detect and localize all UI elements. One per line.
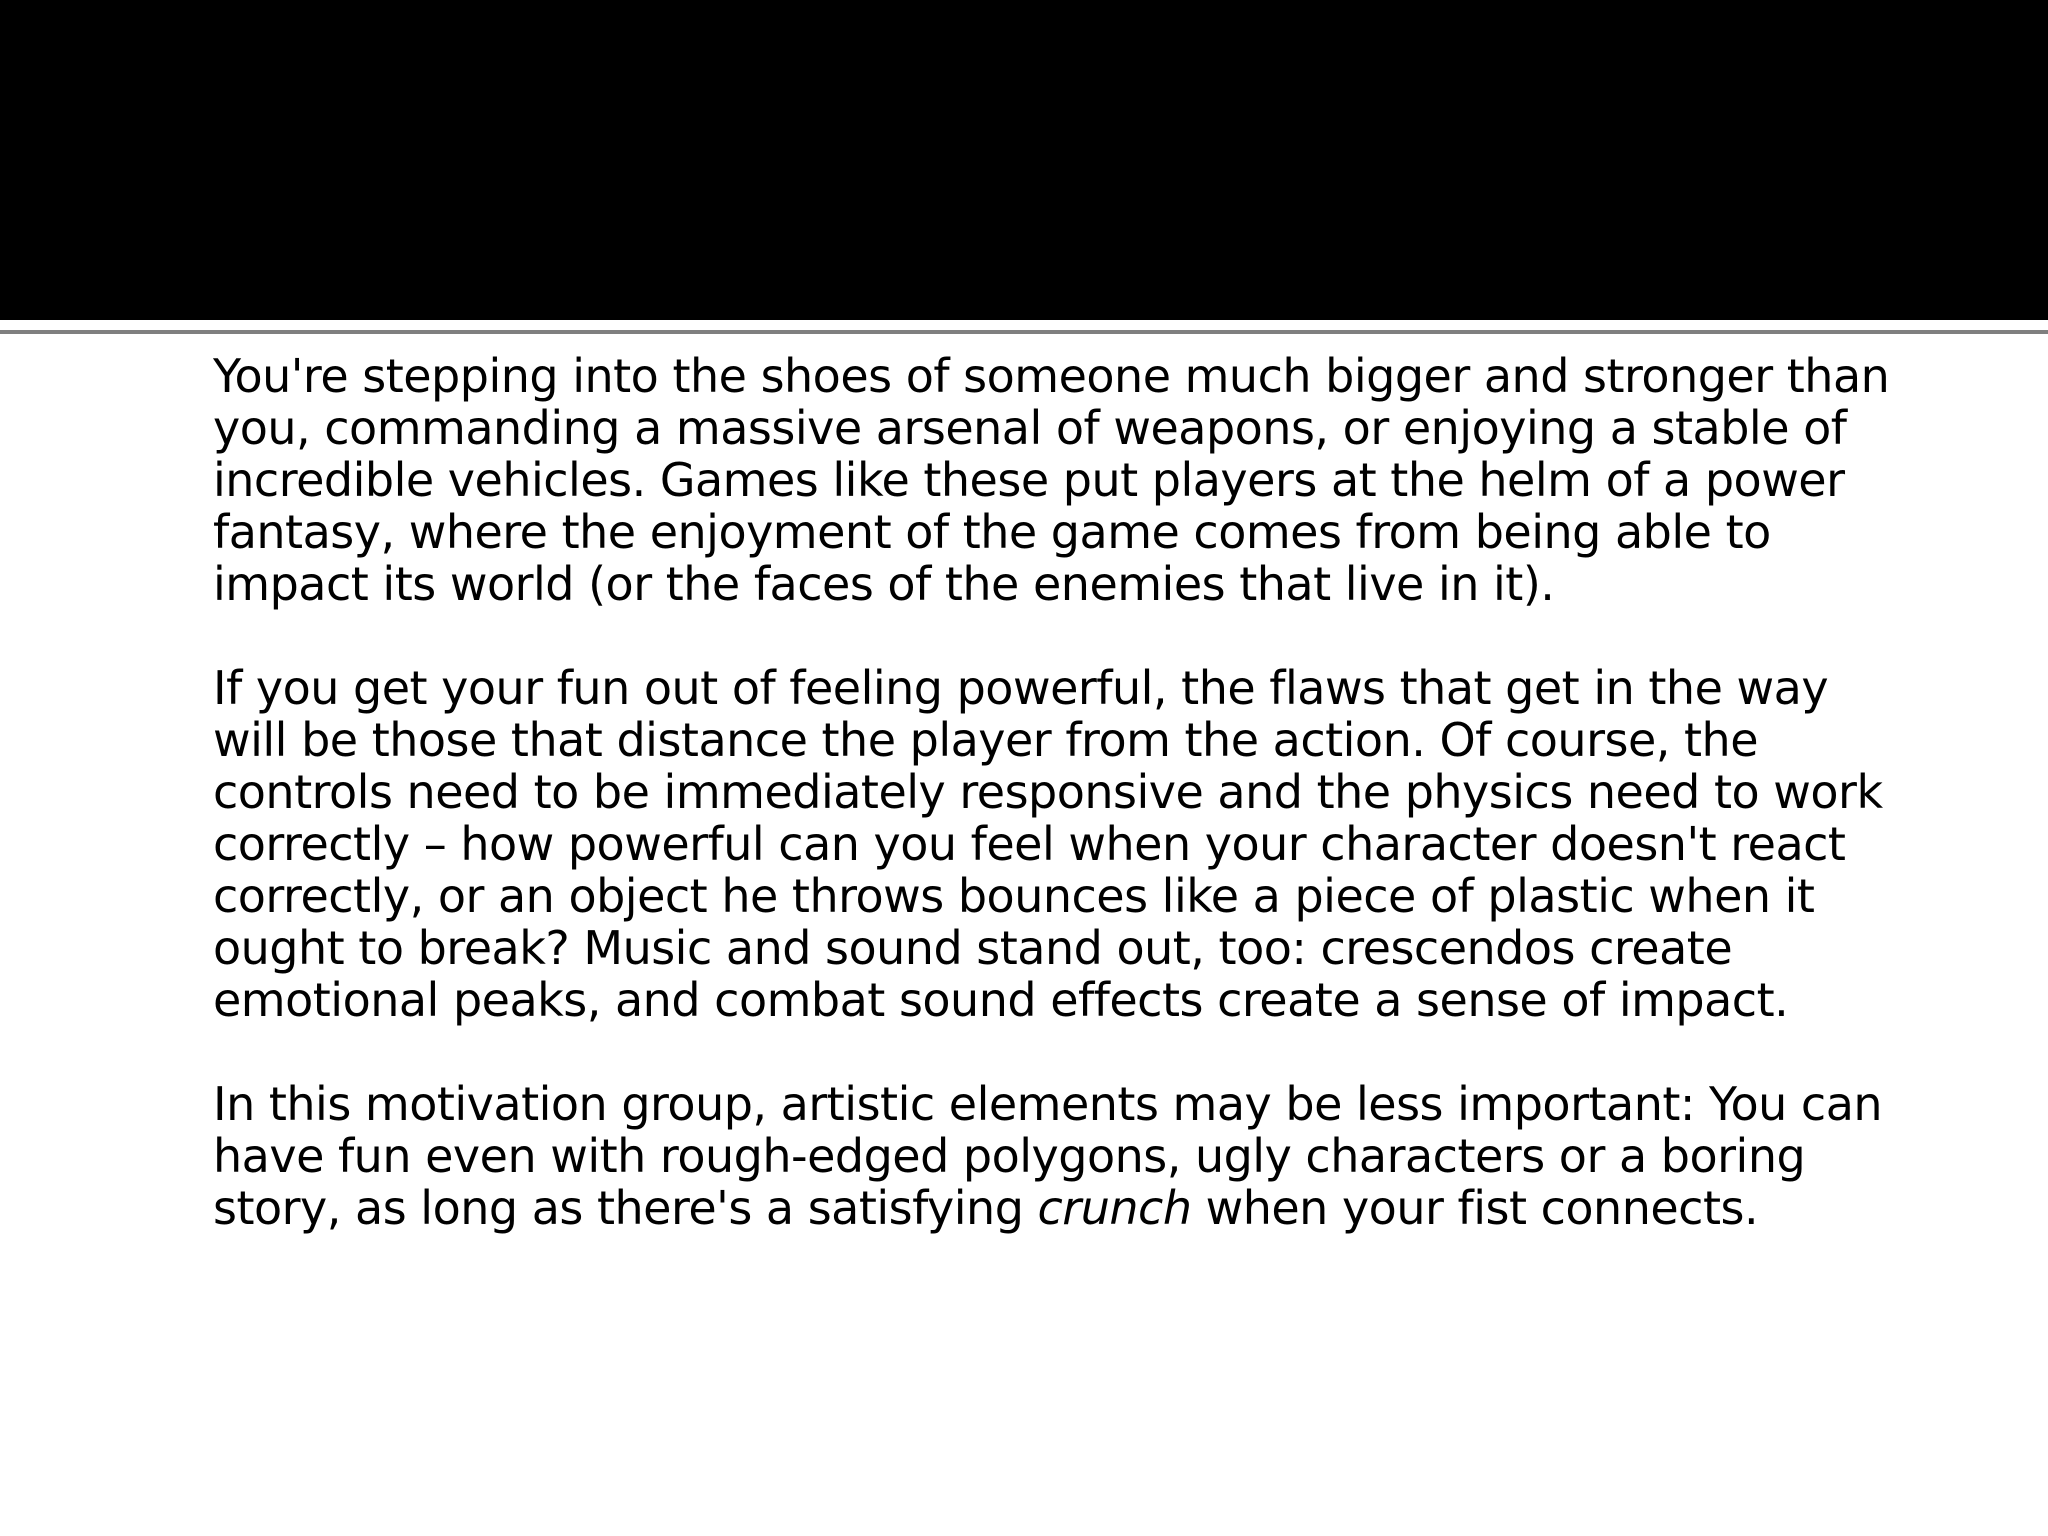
body-paragraph-2: If you get your fun out of feeling powerful, the flaws that get in the way will be those that distance the player from the action. Of course, the controls need to be immediately responsive and the physics need to work correctly – how powerful can you feel when your character doesn't react correctly, or an object he throws bounces like a piece of plastic when it ought to break? Music and sound stand out, too: crescendos create emotional peaks, and combat sound effects create a sense of impact.	[213, 661, 1883, 1027]
slide-body	[213, 350, 1913, 1234]
paragraph-3-text-start: In this motivation group, artistic elements may be less important: You can have fun even with rough-edged polygons, ugly characters or a boring story, as long as there's a satisfying	[213, 1077, 1883, 1235]
slide-title-band	[0, 0, 2048, 320]
paragraph-3-text-end: when your fist connects.	[1191, 1181, 1759, 1235]
body-paragraph-1: You're stepping into the shoes of someone much bigger and stronger than you, commanding a massive arsenal of weapons, or enjoying a stable of incredible vehicles. Games like these put players at the helm of a power fantasy, where the enjoyment of the game comes from being able to impact its world (or the faces of the enemies that live in it).	[213, 349, 1890, 611]
title-divider-rule	[0, 330, 2048, 334]
body-paragraph-3	[213, 1078, 1913, 1234]
paragraph-3-emphasis: crunch	[1037, 1181, 1192, 1235]
